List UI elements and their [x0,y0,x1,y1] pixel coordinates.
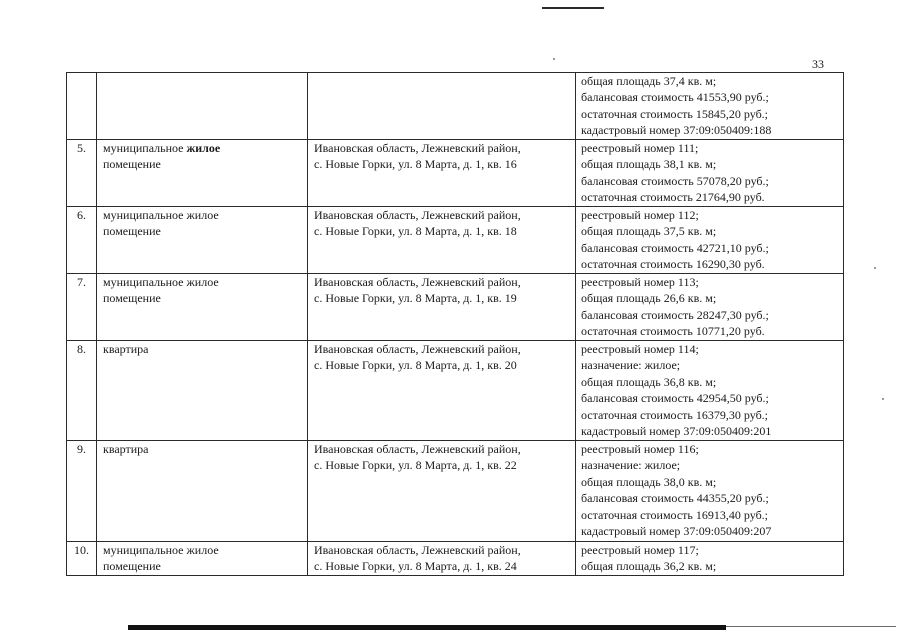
address-line: с. Новые Горки, ул. 8 Марта, д. 1, кв. 22 [314,458,517,473]
row-number-cell [67,441,97,542]
detail-line: кадастровый номер 37:09:050409:201 [581,424,772,439]
object-name-text: муниципальное жилое [103,275,219,289]
object-name-text: квартира [103,442,149,456]
detail-line: назначение: жилое; [581,458,681,473]
object-name-text: муниципальное жилое [103,543,219,557]
address-cell [308,207,576,274]
detail-line: остаточная стоимость 16913,40 руб.; [581,507,769,522]
details-cell [576,207,844,274]
address-line: Ивановская область, Лежневский район, [314,543,521,557]
address-cell [308,140,576,207]
detail-line: общая площадь 38,1 кв. м; [581,157,717,172]
detail-line: балансовая стоимость 41553,90 руб.; [581,90,769,105]
details-cell [576,73,844,140]
table-row [67,140,844,207]
detail-line: кадастровый номер 37:09:050409:188 [581,123,772,138]
row-number: 8. [77,342,86,356]
address-line: с. Новые Горки, ул. 8 Марта, д. 1, кв. 24 [314,559,517,574]
top-rule [542,7,604,9]
detail-line: реестровый номер 113; [581,275,699,289]
details-cell [576,274,844,341]
object-name-text: муниципальное жилое [103,208,219,222]
detail-line: балансовая стоимость 42721,10 руб.; [581,240,769,255]
table-row [67,73,844,140]
bottom-scan-bar [128,625,726,630]
object-name-emphasis: жилое [186,141,221,155]
object-name-line [103,290,303,306]
row-number-cell [67,274,97,341]
table-body [67,73,844,576]
detail-line: балансовая стоимость 28247,30 руб.; [581,307,769,322]
details-cell [576,542,844,576]
detail-line: реестровый номер 111; [581,141,699,155]
details-cell [576,441,844,542]
row-number: 6. [77,208,86,222]
address-line: Ивановская область, Лежневский район, [314,275,521,289]
object-name-cell [97,274,308,341]
address-line: с. Новые Горки, ул. 8 Марта, д. 1, кв. 16 [314,157,517,172]
address-line: с. Новые Горки, ул. 8 Марта, д. 1, кв. 19 [314,291,517,306]
object-name-cell [97,341,308,441]
scan-speck [553,58,555,60]
row-number-cell [67,140,97,207]
row-number-cell [67,207,97,274]
bottom-scan-line [726,626,896,627]
object-name-line [103,558,303,574]
object-name-text: помещение [103,224,161,239]
page-number: 33 [812,57,824,71]
object-name-text: помещение [103,559,161,574]
address-cell [308,73,576,140]
detail-line: балансовая стоимость 57078,20 руб.; [581,173,769,188]
detail-line: остаточная стоимость 10771,20 руб. [581,324,765,339]
table-row [67,441,844,542]
detail-line: реестровый номер 116; [581,442,699,456]
detail-line: реестровый номер 117; [581,543,699,557]
details-cell [576,140,844,207]
detail-line: назначение: жилое; [581,358,681,373]
object-name-cell [97,207,308,274]
address-line: Ивановская область, Лежневский район, [314,342,521,356]
object-name-text: квартира [103,342,149,356]
object-name-line [103,542,303,558]
detail-line: балансовая стоимость 44355,20 руб.; [581,491,769,506]
detail-line: общая площадь 38,0 кв. м; [581,474,717,489]
object-name-text: муниципальное [103,141,187,155]
object-name-cell [97,73,308,140]
object-name-line [103,341,303,357]
row-number-cell [67,542,97,576]
details-cell [576,341,844,441]
object-name-line [103,441,303,457]
address-line: Ивановская область, Лежневский район, [314,208,521,222]
row-number-cell [67,73,97,140]
detail-line: общая площадь 36,2 кв. м; [581,559,717,574]
table-row [67,274,844,341]
detail-line: остаточная стоимость 21764,90 руб. [581,190,765,205]
detail-line: общая площадь 37,4 кв. м; [581,74,717,88]
property-table [66,72,844,576]
detail-line: общая площадь 36,8 кв. м; [581,374,717,389]
detail-line: остаточная стоимость 15845,20 руб.; [581,106,769,121]
row-number-cell [67,341,97,441]
address-line: Ивановская область, Лежневский район, [314,442,521,456]
detail-line: общая площадь 37,5 кв. м; [581,224,717,239]
address-cell [308,542,576,576]
scan-speck [882,398,884,400]
row-number: 5. [77,141,86,155]
detail-line: реестровый номер 114; [581,342,699,356]
object-name-line [103,156,303,172]
table-row [67,207,844,274]
object-name-cell [97,542,308,576]
address-line: с. Новые Горки, ул. 8 Марта, д. 1, кв. 20 [314,358,517,373]
row-number: 7. [77,275,86,289]
address-line: Ивановская область, Лежневский район, [314,141,521,155]
object-name-line [103,140,303,156]
address-cell [308,274,576,341]
object-name-cell [97,140,308,207]
detail-line: общая площадь 26,6 кв. м; [581,291,717,306]
table-row [67,341,844,441]
object-name-text: помещение [103,291,161,306]
detail-line: реестровый номер 112; [581,208,699,222]
object-name-cell [97,441,308,542]
address-line: с. Новые Горки, ул. 8 Марта, д. 1, кв. 18 [314,224,517,239]
object-name-text: помещение [103,157,161,172]
detail-line: балансовая стоимость 42954,50 руб.; [581,391,769,406]
address-cell [308,341,576,441]
object-name-line [103,223,303,239]
object-name-line [103,274,303,290]
detail-line: остаточная стоимость 16379,30 руб.; [581,407,769,422]
table-row [67,542,844,576]
detail-line: остаточная стоимость 16290,30 руб. [581,257,765,272]
detail-line: кадастровый номер 37:09:050409:207 [581,524,772,539]
object-name-line [103,207,303,223]
scan-speck [874,267,876,269]
address-cell [308,441,576,542]
row-number: 10. [74,543,89,557]
row-number: 9. [77,442,86,456]
